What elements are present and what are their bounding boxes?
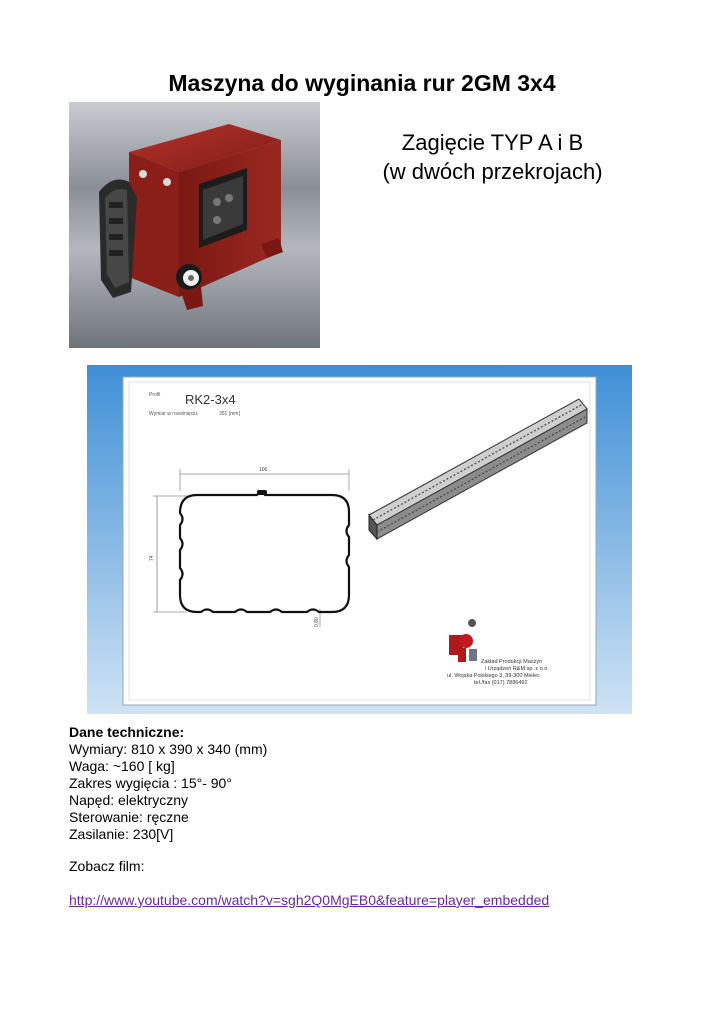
technical-specs: [69, 724, 267, 843]
company-line-3: ul. Wojska Polskiego 3, 39-300 Mielec: [447, 673, 540, 679]
profile-label: Profil: [149, 392, 161, 398]
spec-dimensions: Wymiary: 810 x 390 x 340 (mm): [69, 741, 268, 757]
company-line-1: Zakład Produkcji Maszyn: [481, 659, 543, 665]
spec-drive: Napęd: elektryczny: [69, 792, 189, 808]
film-label: Zobacz film:: [69, 858, 145, 874]
video-link[interactable]: http://www.youtube.com/watch?v=sgh2Q0MgEB0&feature=player_embedded: [69, 892, 550, 908]
height-dimension: 74: [149, 555, 155, 561]
thickness-dimension: 0,80: [314, 617, 320, 627]
company-line-2: i Urządzeń R&M sp. z o.o.: [485, 666, 549, 672]
unrolled-length: 351 [mm]: [219, 411, 240, 417]
spec-bend-range: Zakres wygięcia : 15°- 90°: [69, 775, 232, 791]
specs-heading: Dane techniczne:: [69, 724, 185, 740]
company-line-4: tel./fax (017) 7886492: [474, 680, 528, 686]
spec-control: Sterowanie: ręczne: [69, 809, 189, 825]
subtitle: [350, 128, 635, 186]
subtitle-line-1: Zagięcie TYP A i B: [401, 130, 584, 155]
page-title: Maszyna do wyginania rur 2GM 3x4: [168, 70, 556, 96]
dimension-caption: Wymiar w rozwinięciu:: [149, 411, 199, 417]
technical-drawing: [87, 365, 632, 714]
spec-weight: Waga: ~160 [ kg]: [69, 758, 175, 774]
spec-power: Zasilanie: 230[V]: [69, 826, 174, 842]
drawing-sheet: [123, 377, 596, 705]
profile-name: RK2-3x4: [185, 392, 236, 407]
machine-photo: [69, 102, 320, 348]
subtitle-line-2: (w dwóch przekrojach): [382, 159, 603, 184]
width-dimension: 106: [259, 467, 268, 473]
